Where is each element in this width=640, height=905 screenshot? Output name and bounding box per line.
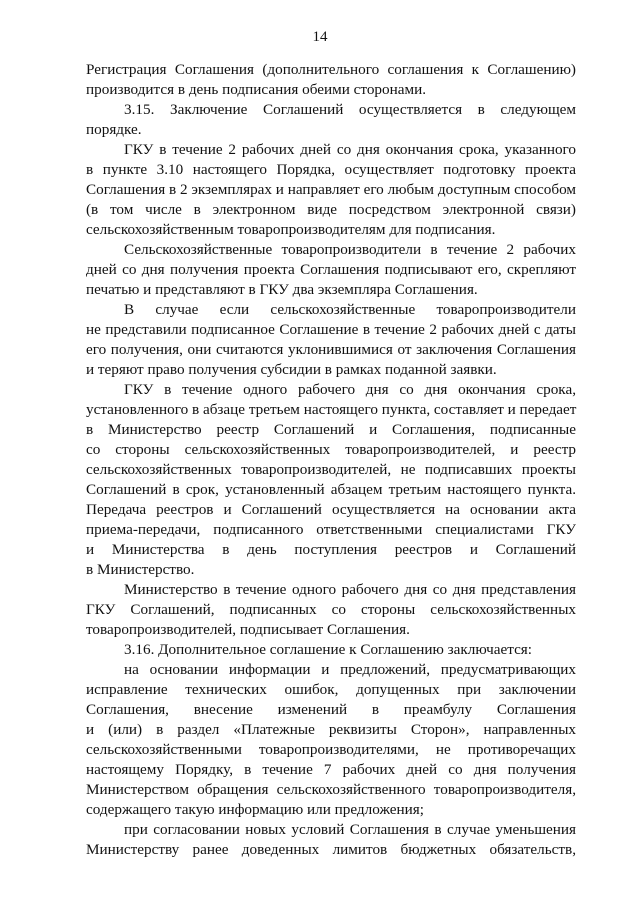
text-line: производится в день подписания обеими сторонами. (86, 81, 427, 98)
text-line: не представили подписанное Соглашение в течение 2 рабочих дней с даты (86, 321, 576, 338)
text-line: сельскохозяйственными товаропроизводителями, не противоречащих (86, 741, 576, 758)
text-line: в Министерство реестр Соглашений и Соглашения, подписанные (86, 421, 576, 438)
text-line: и теряют право получения субсидии в рамках поданной заявки. (86, 361, 497, 378)
text-line: при согласовании новых условий Соглашения в случае уменьшения (124, 821, 576, 838)
text-line: Сельскохозяйственные товаропроизводители в течение 2 рабочих (124, 241, 576, 258)
text-line: его получения, они считаются уклонившимися от заключения Соглашения (86, 341, 576, 358)
text-line: товаропроизводителей, подписывает Соглашения. (86, 621, 410, 638)
text-line: Министерством обращения сельскохозяйственного товаропроизводителя, (86, 781, 576, 798)
text-line: в Министерство. (86, 561, 195, 578)
text-line: установленного в абзаце третьем настоящего пункта, составляет и передает (86, 401, 577, 418)
text-line: исправление технических ошибок, допущенных при заключении (86, 681, 576, 698)
text-line: ГКУ в течение 2 рабочих дней со дня окончания срока, указанного (124, 141, 576, 158)
text-line: Соглашения в 2 экземплярах и направляет его любым доступным способом (86, 181, 576, 198)
text-line: настоящему Порядку, в течение 7 рабочих дней со дня получения (86, 761, 576, 778)
text-line: порядке. (86, 121, 142, 138)
text-line: содержащего такую информацию или предложения; (86, 801, 424, 818)
text-line: Министерство в течение одного рабочего дня со дня представления (124, 581, 576, 598)
text-line: приема-передачи, подписанного ответственными специалистами ГКУ (86, 521, 576, 538)
text-line: со стороны сельскохозяйственных товаропроизводителей, и реестр (86, 441, 576, 458)
text-line: ГКУ в течение одного рабочего дня со дня окончания срока, (124, 381, 576, 398)
text-line: Министерству ранее доведенных лимитов бюджетных обязательств, (86, 841, 576, 858)
text-line: Передача реестров и Соглашений осуществляется на основании акта (86, 501, 576, 518)
text-line: 3.15. Заключение Соглашений осуществляется в следующем (124, 101, 576, 118)
page-number: 14 (312, 29, 328, 45)
text-line: ГКУ Соглашений, подписанных со стороны сельскохозяйственных (86, 601, 576, 618)
text-line: в пункте 3.10 настоящего Порядка, осуществляет подготовку проекта (86, 161, 576, 178)
text-line: дней со дня получения проекта Соглашения подписывают его, скрепляют (86, 261, 576, 278)
text-line: печатью и представляют в ГКУ два экземпляра Соглашения. (86, 281, 478, 298)
text-line: и Министерства в день поступления реестров и Соглашений (86, 541, 576, 558)
text-line: В случае если сельскохозяйственные товаропроизводители (124, 301, 576, 318)
text-line: 3.16. Дополнительное соглашение к Соглашению заключается: (124, 641, 533, 658)
document-body (86, 60, 576, 860)
text-line: Соглашения, внесение изменений в преамбулу Соглашения (86, 701, 576, 718)
text-line: (в том числе в электронном виде посредством электронной связи) (86, 201, 576, 218)
text-line: Соглашений в срок, установленный абзацем третьим настоящего пункта. (86, 481, 576, 498)
text-line: на основании информации и предложений, предусматривающих (124, 661, 576, 678)
text-line: сельскохозяйственным товаропроизводителям для подписания. (86, 221, 496, 238)
text-line: Регистрация Соглашения (дополнительного соглашения к Соглашению) (86, 61, 576, 78)
text-line: и (или) в раздел «Платежные реквизиты Сторон», направленных (86, 721, 576, 738)
text-line: сельскохозяйственных товаропроизводителей, не подписавших проекты (86, 461, 576, 478)
